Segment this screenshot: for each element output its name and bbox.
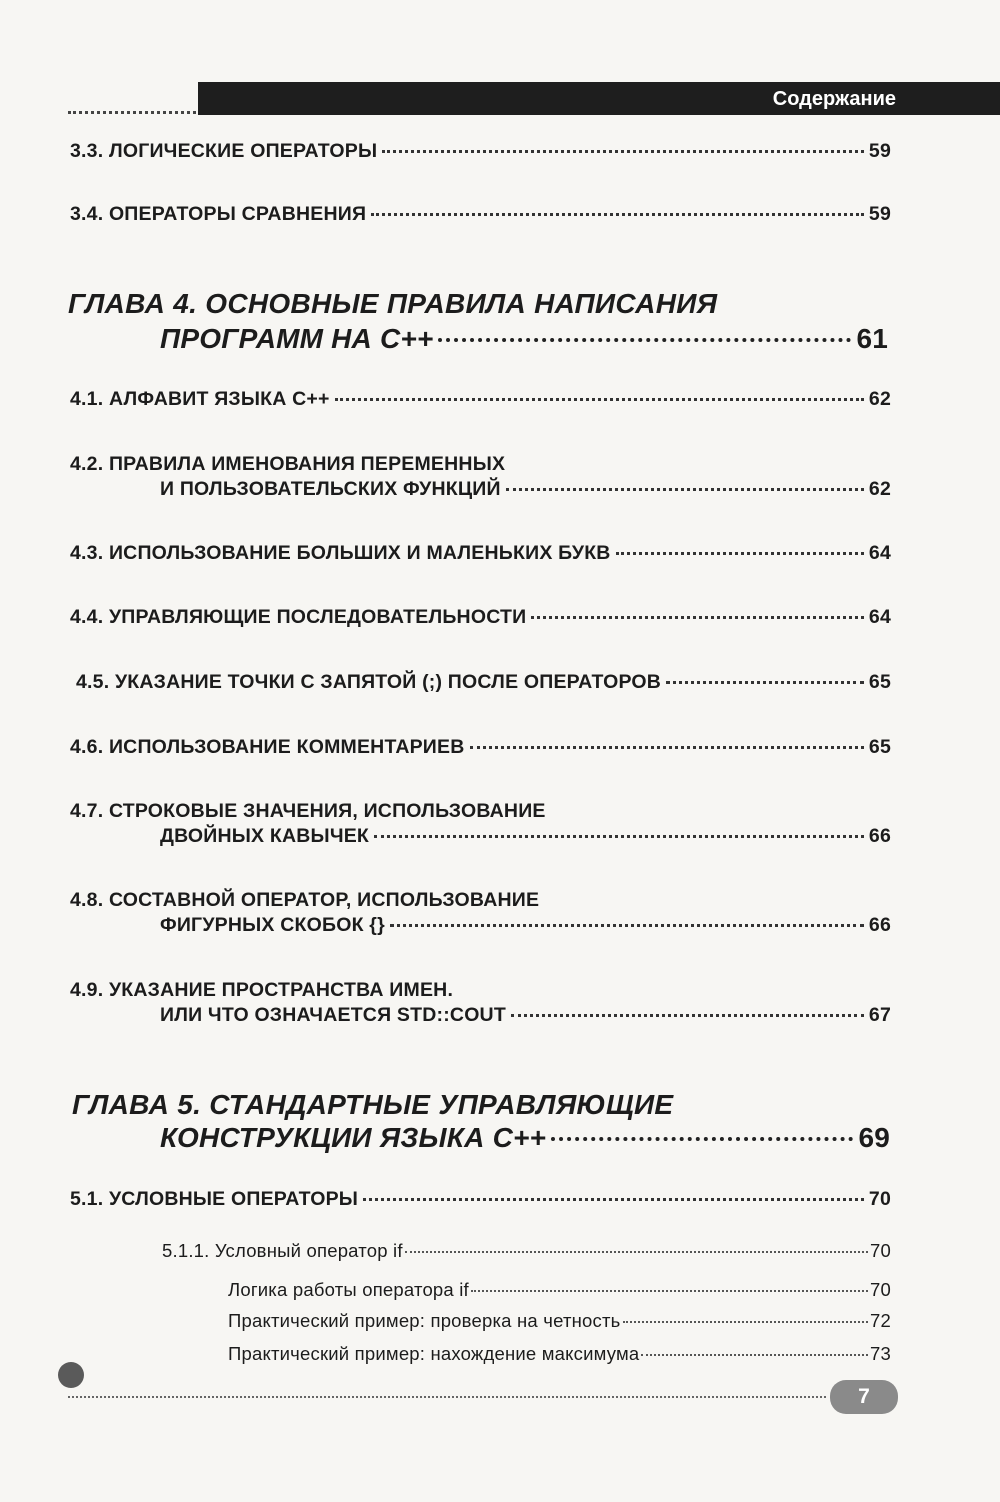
- toc-page-number: 70: [870, 1240, 891, 1261]
- toc-page-number: 73: [870, 1343, 891, 1364]
- toc-entry-title: 4.3. ИСПОЛЬЗОВАНИЕ БОЛЬШИХ И МАЛЕНЬКИХ БУКВ: [70, 542, 611, 564]
- toc-entry-4-4[interactable]: [70, 606, 891, 629]
- toc-page-number: 59: [868, 203, 891, 225]
- header-dotted-rule: [68, 111, 196, 114]
- leader-dots: [551, 1137, 853, 1141]
- leader-dots: [438, 338, 851, 342]
- chapter-title: КОНСТРУКЦИИ ЯЗЫКА С++: [160, 1122, 547, 1153]
- leader-dots: [405, 1251, 868, 1253]
- leader-dots: [363, 1198, 864, 1201]
- toc-entry-3-3[interactable]: [70, 140, 891, 163]
- toc-entry-title: И ПОЛЬЗОВАТЕЛЬСКИХ ФУНКЦИЙ: [160, 478, 501, 500]
- toc-chapter-5[interactable]: [160, 1122, 890, 1154]
- toc-page-number: 72: [870, 1310, 891, 1331]
- toc-entry-4-6[interactable]: [70, 736, 891, 759]
- toc-entry-title: ИЛИ ЧТО ОЗНАЧАЕТСЯ STD::COUT: [160, 1004, 506, 1026]
- toc-entry-4-7[interactable]: [160, 825, 891, 848]
- leader-dots: [371, 213, 864, 216]
- leader-dots: [374, 835, 864, 838]
- leader-dots: [641, 1354, 868, 1356]
- leader-dots: [382, 150, 864, 153]
- toc-page-number: 66: [868, 825, 891, 847]
- toc-entry-title: 5.1. УСЛОВНЫЕ ОПЕРАТОРЫ: [70, 1188, 359, 1210]
- toc-entry-title: 4.4. УПРАВЛЯЮЩИЕ ПОСЛЕДОВАТЕЛЬНОСТИ: [70, 606, 527, 628]
- toc-page-number: 64: [868, 606, 891, 628]
- toc-subentry-parity-example[interactable]: [228, 1310, 891, 1332]
- page-number-badge: 7: [830, 1380, 898, 1414]
- leader-dots: [390, 924, 864, 927]
- toc-page-number: 66: [868, 914, 891, 936]
- toc-page-number: 70: [868, 1188, 891, 1210]
- header-title: Содержание: [772, 88, 896, 110]
- leader-dots: [335, 398, 864, 401]
- toc-entry-title: ДВОЙНЫХ КАВЫЧЕК: [160, 825, 370, 847]
- toc-page-number: 70: [870, 1279, 891, 1300]
- toc-entry-4-3[interactable]: [70, 542, 891, 565]
- toc-chapter-4[interactable]: [160, 323, 888, 355]
- leader-dots: [531, 616, 864, 619]
- toc-entry-title: Практический пример: проверка на четность: [228, 1310, 621, 1331]
- toc-page-number: 69: [858, 1122, 890, 1153]
- footer-bullet-icon: [58, 1362, 84, 1388]
- toc-page-number: 61: [856, 323, 888, 354]
- toc-entry-5-1[interactable]: [70, 1188, 891, 1211]
- toc-entry-4-1[interactable]: [70, 388, 891, 411]
- leader-dots: [470, 746, 864, 749]
- toc-entry-4-7-line1[interactable]: 4.7. СТРОКОВЫЕ ЗНАЧЕНИЯ, ИСПОЛЬЗОВАНИЕ: [70, 800, 546, 822]
- toc-entry-title: 4.1. АЛФАВИТ ЯЗЫКА С++: [70, 388, 330, 410]
- toc-subentry-logic[interactable]: [228, 1279, 891, 1301]
- toc-entry-4-2[interactable]: [160, 478, 891, 501]
- toc-entry-3-4[interactable]: [70, 203, 891, 226]
- leader-dots: [511, 1014, 864, 1017]
- toc-entry-title: Логика работы оператора if: [228, 1279, 469, 1300]
- toc-entry-title: ФИГУРНЫХ СКОБОК {}: [160, 914, 385, 936]
- toc-entry-title: 5.1.1. Условный оператор if: [162, 1240, 403, 1261]
- footer-dotted-rule: [68, 1396, 826, 1398]
- toc-entry-title: 4.5. УКАЗАНИЕ ТОЧКИ С ЗАПЯТОЙ (;) ПОСЛЕ ОПЕРАТОРОВ: [76, 671, 662, 693]
- toc-entry-title: Практический пример: нахождение максимума: [228, 1343, 640, 1364]
- toc-entry-4-5[interactable]: [76, 671, 891, 694]
- toc-entry-4-8[interactable]: [160, 914, 891, 937]
- toc-page-number: 65: [868, 736, 891, 758]
- toc-entry-4-9[interactable]: [160, 1004, 891, 1027]
- leader-dots: [623, 1321, 869, 1323]
- leader-dots: [506, 488, 864, 491]
- toc-subentry-max-example[interactable]: [228, 1343, 891, 1365]
- toc-entry-title: 4.6. ИСПОЛЬЗОВАНИЕ КОММЕНТАРИЕВ: [70, 736, 465, 758]
- toc-page-number: 59: [868, 140, 891, 162]
- toc-entry-5-1-1[interactable]: [162, 1240, 891, 1262]
- toc-page-number: 65: [868, 671, 891, 693]
- leader-dots: [666, 681, 864, 684]
- toc-page-number: 64: [868, 542, 891, 564]
- chapter-4-title-line1[interactable]: ГЛАВА 4. ОСНОВНЫЕ ПРАВИЛА НАПИСАНИЯ: [68, 288, 718, 319]
- toc-page-number: 62: [868, 478, 891, 500]
- header-bar: [198, 82, 1000, 115]
- leader-dots: [616, 552, 864, 555]
- toc-entry-4-8-line1[interactable]: 4.8. СОСТАВНОЙ ОПЕРАТОР, ИСПОЛЬЗОВАНИЕ: [70, 889, 540, 911]
- toc-entry-4-9-line1[interactable]: 4.9. УКАЗАНИЕ ПРОСТРАНСТВА ИМЕН.: [70, 979, 454, 1001]
- chapter-title: ПРОГРАММ НА С++: [160, 323, 434, 354]
- toc-entry-title: 3.4. ОПЕРАТОРЫ СРАВНЕНИЯ: [70, 203, 367, 225]
- toc-page-number: 67: [868, 1004, 891, 1026]
- toc-page-number: 62: [868, 388, 891, 410]
- leader-dots: [471, 1290, 868, 1292]
- chapter-5-title-line1[interactable]: ГЛАВА 5. СТАНДАРТНЫЕ УПРАВЛЯЮЩИЕ: [72, 1089, 674, 1120]
- toc-entry-4-2-line1[interactable]: 4.2. ПРАВИЛА ИМЕНОВАНИЯ ПЕРЕМЕННЫХ: [70, 453, 506, 475]
- toc-entry-title: 3.3. ЛОГИЧЕСКИЕ ОПЕРАТОРЫ: [70, 140, 378, 162]
